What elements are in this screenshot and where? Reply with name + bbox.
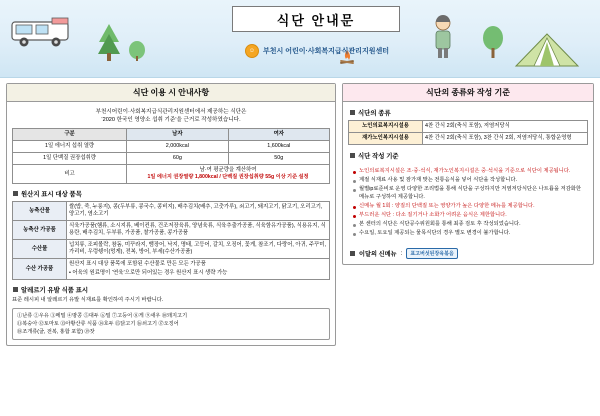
remark-cell — [127, 165, 330, 184]
table-remark-row — [13, 165, 330, 184]
kind-label: 재가노인복지시설용 — [349, 133, 423, 145]
col-female: 여자 — [228, 129, 329, 141]
rule-section-title — [350, 151, 588, 160]
header-banner — [0, 0, 600, 78]
cell-female: 1,600kcal — [228, 141, 329, 153]
bullet-square-icon — [350, 110, 355, 115]
origin-label: 수산 가공품 — [13, 259, 67, 280]
kind-desc: 4찬 간식 2회(축식 포함), 3찬 간식 2회, 저염저당식, 통합운영형 — [423, 133, 588, 145]
table-row — [349, 133, 588, 145]
bullet-square-icon — [13, 287, 18, 292]
table-row — [13, 202, 330, 221]
rule-item: 노인의료복지시설은 조·중·석식, 재가노인복지시설은 중·석식을 기준으로 식단이 제공됩니다. — [351, 168, 585, 176]
origin-text: 원산지 표시 대상 품목에 포함된 수산물로 만든 모든 가공품 — [69, 261, 206, 268]
tree-icon — [96, 22, 122, 62]
remark-line2-highlight: 1일 에너지 권장열량 1,800kcal / 단백질 권장섭취량 55g 이상 기준 설정 — [147, 174, 309, 181]
origin-title-text: 원산지 표시 대상 품목 — [21, 191, 82, 199]
rule-list — [348, 166, 588, 242]
kind-label: 노인의료복지시설용 — [349, 121, 423, 133]
menu-type-title: 식단의 종류와 작성 기준 — [343, 84, 593, 102]
allergy-items — [13, 309, 329, 339]
organization-logo — [172, 42, 462, 60]
col-division: 구분 — [13, 129, 127, 141]
origin-subnote: • 어육의 원료명이 ‘연육’으로만 되어있는 경우 원산지 표시 생략 가능 — [69, 270, 228, 277]
bullet-square-icon — [350, 251, 355, 256]
smile-logo-icon: ☺ — [245, 44, 259, 58]
rule-item: 월별ір료준비로 운영 다양한 조리법을 통해 식단을 구성하지만 저염저당식단은 나트륨을 저감화한 메뉴로 구성하여 제공합니다. — [351, 186, 585, 202]
origin-table — [12, 201, 330, 280]
rule-title-text: 식단 작성 기준 — [358, 153, 399, 161]
bullet-square-icon — [350, 153, 355, 158]
bush-icon — [128, 34, 146, 62]
tent-icon — [512, 30, 582, 70]
origin-label: 농축산 가공품 — [13, 221, 67, 240]
document-title-box — [232, 6, 400, 32]
usage-intro-line2: ‘2020 한국인 영양소 섭취 기준’을 근거로 작성하였습니다. — [101, 117, 241, 124]
remark-label: 비고 — [13, 165, 127, 184]
rule-item: 부드러운 식단 : 다소 질기거나 소화가 어려운 음식은 제한합니다. — [351, 212, 585, 220]
kind-title-text: 식단의 종류 — [358, 110, 391, 117]
page-title: 식단 안내문 — [276, 12, 356, 28]
bullet-square-icon — [13, 191, 18, 196]
new-menu-label: 이달의 신메뉴 — [359, 250, 397, 258]
allergy-line-1: ①난류 ②우유 ③메밀 ④땅콩 ⑤대두 ⑥밀 ⑦고등어 ⑧게 ⑨새우 ⑩돼지고기 — [17, 312, 188, 319]
camper-van-icon — [8, 12, 80, 52]
tree-icon-2 — [482, 24, 504, 60]
origin-label: 농축산물 — [13, 202, 67, 221]
table-row — [13, 153, 330, 165]
document-body — [0, 78, 600, 416]
new-menu-stamp: 표고버섯된장육볶음 — [406, 248, 457, 259]
menu-type-panel — [342, 83, 594, 265]
origin-text: 넙치류, 조피볼락, 참돔, 미꾸라지, 뱀장어, 낙지, 명태, 고등어, 갈치, 오징어, 꽃게, 참조기, 다랑어, 아귀, 주꾸미, 가리비, 우렁쉥이(멍게), 전복, 방어, 부세(수산가공품) — [67, 240, 330, 259]
left-column — [6, 83, 336, 412]
origin-section-title — [13, 189, 330, 198]
table-row — [13, 259, 330, 280]
usage-guide-panel — [6, 83, 336, 346]
table-row — [349, 121, 588, 133]
allergy-section-title — [13, 285, 330, 294]
allergy-line-3: ⑱조개류(굴, 전복, 홍합 포함) ⑲잣 — [17, 328, 95, 335]
kind-desc: 4찬 간식 2회(축식 포함), 저염저당식 — [423, 121, 588, 133]
rule-item: 수요일, 토요일 제공되는 물목식단의 경우 별도 변경이 불가합니다. — [351, 230, 585, 238]
cell-label: 1일 에너지 섭취 열량 — [13, 141, 127, 153]
origin-text: 쌀(밥, 죽, 누룽지), 콩(두부류, 콩국수, 콩비지), 배추김치(배추, 고춧가루), 쇠고기, 돼지고기, 닭고기, 오리고기, 양고기, 염소고기 — [67, 202, 330, 221]
energy-table — [12, 128, 330, 184]
organization-name: 부천시 어린이·사회복지급식관리지원센터 — [263, 48, 389, 55]
cell-male: 2,000kcal — [127, 141, 228, 153]
usage-guide-title: 식단 이용 시 안내사항 — [7, 84, 335, 102]
right-column — [342, 83, 594, 412]
allergy-title-text: 알레르기 유발 식품 표시 — [21, 287, 89, 295]
usage-intro — [12, 108, 330, 124]
remark-line1: 남·여 평균량을 계산하여 — [199, 167, 257, 174]
origin-label: 수산물 — [13, 240, 67, 259]
allergy-line-2: ⑪복숭아 ⑫토마토 ⑬아황산류 식품 ⑭호두 ⑮닭고기 ⑯쇠고기 ⑰오징어 — [17, 320, 179, 327]
cell-male: 60g — [127, 153, 228, 165]
allergy-note: 표준 레시피 내 알레르기 유발 식재료를 확인하여 주시기 바랍니다. — [12, 297, 164, 304]
rule-item: 계절 식재료 사용 및 잠가재 맞는 전통음식을 넣어 식단을 작성합니다. — [351, 177, 585, 185]
rule-item: 신메뉴 월 1회 : 양질의 단백질 또는 영양가가 높은 다양한 메뉴를 제공합니다. — [351, 203, 585, 211]
usage-intro-line1: 부천시어린이·사회복지급식관리지원센터에서 제공하는 식단은 — [95, 109, 247, 115]
origin-text-group — [67, 259, 330, 280]
col-male: 남자 — [127, 129, 228, 141]
table-row — [13, 141, 330, 153]
cell-female: 50g — [228, 153, 329, 165]
cell-label: 1일 단백질 권장섭취량 — [13, 153, 127, 165]
allergy-list-box — [12, 308, 330, 340]
menu-kind-table — [348, 120, 588, 145]
table-row — [13, 240, 330, 259]
rule-item: 본 센터의 식단은 식단공수위원회를 통해 최종 검토 후 작성되었습니다. — [351, 221, 585, 229]
new-menu-row: 이달의 신메뉴 : 표고버섯된장육볶음 — [348, 248, 588, 259]
table-row — [13, 221, 330, 240]
kind-section-title — [350, 108, 588, 117]
origin-text: 식육가공품(햄류, 소시지류, 베이컨류, 건조저장육류, 양념육류, 식육추출가공품, 식육함유가공품), 식용유지, 식용란, 배추김치, 두부류, 가공품, 찰가공품, 콩가공품 — [67, 221, 330, 240]
table-header-row — [13, 129, 330, 141]
